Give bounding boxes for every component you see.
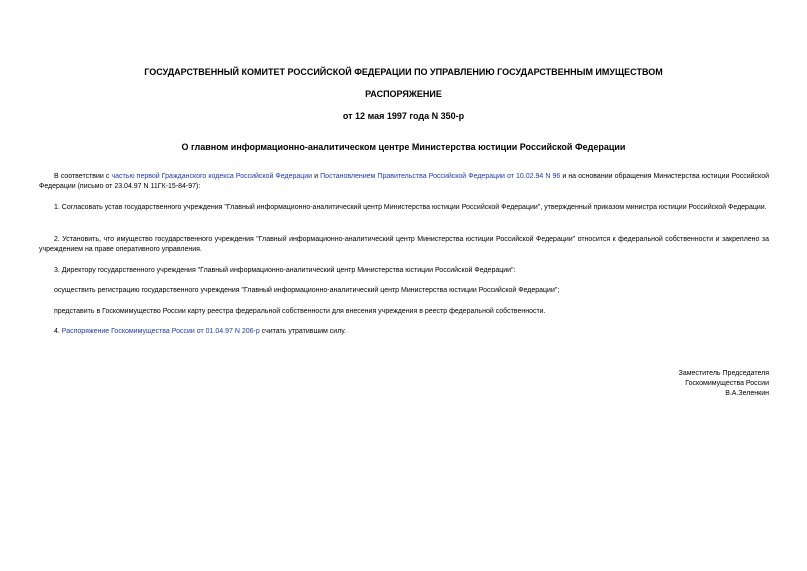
preamble-text-between: и <box>312 173 321 180</box>
civil-code-link[interactable]: частью первой Гражданского кодекса Российской Федерации <box>111 173 313 180</box>
item-3-paragraph: 3. Директору государственного учреждения "Главный информационно-аналитический центр Министерства юстиции Российской Федерации": <box>54 267 516 274</box>
government-resolution-link[interactable]: Постановлением Правительства Российской Федерации от 10.02.94 N 96 <box>320 173 561 180</box>
preamble-paragraph <box>39 172 769 192</box>
signature-organization: Госкомимущества России <box>685 380 769 387</box>
preamble-text-after: и на основании обращения Министерства юстиции Российской Федерации (письмо от 23.04.97 N 11ГК-15-84-97): <box>39 173 769 190</box>
signature-position: Заместитель Председателя <box>678 370 769 377</box>
preamble-text-before: В соответствии с <box>54 173 112 180</box>
document-type: РАСПОРЯЖЕНИЕ <box>365 89 442 99</box>
item-4-paragraph <box>39 327 769 337</box>
document-subject: О главном информационно-аналитическом центре Министерства юстиции Российской Федерации <box>181 142 626 152</box>
item-3-sub-2-paragraph: представить в Госкомимущество России карту реестра федеральной собственности для внесения учреждения в реестр федеральной собственности. <box>54 308 546 315</box>
item-2-paragraph: 2. Установить, что имущество государственного учреждения "Главный информационно-аналитический центр Министерства юстиции Российской Федерации" относится к федеральной собственности и закреплено за учреждением на праве оперативного управления. <box>39 236 769 253</box>
signature-name: В.А.Зеленкин <box>725 390 769 397</box>
order-206-link[interactable]: Распоряжение Госкомимущества России от 01.04.97 N 206-р <box>61 328 260 335</box>
item-4-prefix: 4. <box>54 328 62 335</box>
agency-title: ГОСУДАРСТВЕННЫЙ КОМИТЕТ РОССИЙСКОЙ ФЕДЕРАЦИИ ПО УПРАВЛЕНИЮ ГОСУДАРСТВЕННЫМ ИМУЩЕСТВОМ <box>144 67 663 77</box>
document-date-number: от 12 мая 1997 года N 350-р <box>342 111 465 121</box>
item-1-paragraph: 1. Согласовать устав государственного учреждения "Главный информационно-аналитический центр Министерства юстиции Российской Федерации", утвержденный приказом министра юстиции Российской Федерации. <box>54 204 767 211</box>
item-3-sub-1-paragraph: осуществить регистрацию государственного учреждения "Главный информационно-аналитический центр Министерства юстиции Российской Федерации"; <box>54 287 560 294</box>
item-4-suffix: считать утратившим силу. <box>259 328 347 335</box>
